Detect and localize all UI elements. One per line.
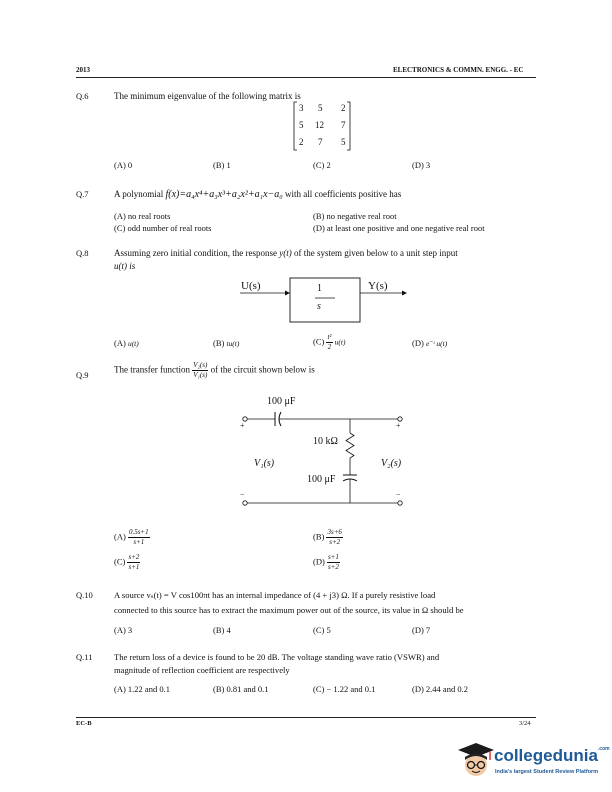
q9-number: Q.9 [76, 370, 89, 380]
q9-option-c[interactable] [114, 554, 140, 571]
q9-option-c-den: s+1 [128, 563, 140, 571]
matrix-cell: 12 [315, 120, 324, 130]
q6-option-b[interactable]: (B) 1 [213, 160, 231, 170]
matrix-cell: 2 [299, 137, 304, 147]
q7-option-c[interactable]: (C) odd number of real roots [114, 223, 212, 233]
q8-yt: y(t) [279, 248, 292, 258]
q9-plus-right: + [396, 421, 401, 430]
q8-option-a[interactable] [114, 338, 139, 348]
q9-option-c-label: (C) [114, 556, 126, 567]
matrix-cell: 3 [299, 103, 304, 113]
q8-input-label: U(s) [241, 280, 261, 292]
graduate-mascot-icon [454, 738, 494, 782]
q7-text-post: with all coefficients positive has [284, 189, 402, 199]
q7-number: Q.7 [76, 189, 89, 199]
q9-option-a-num: 0.5s+1 [128, 528, 149, 536]
q7-option-d[interactable]: (D) at least one positive and one negative real root [313, 223, 485, 233]
q9-option-b[interactable] [313, 529, 343, 546]
q9-option-b-label: (B) [313, 531, 325, 542]
q11-option-a[interactable]: (A) 1.22 and 0.1 [114, 684, 170, 694]
footer-code: EC-B [76, 720, 92, 727]
matrix-cell: 7 [341, 120, 346, 130]
q9-tf-den: V₁(s) [193, 371, 208, 379]
matrix-cell: 5 [299, 120, 304, 130]
q9-text [114, 362, 315, 379]
q8-output-label: Y(s) [368, 280, 388, 292]
q8-option-c[interactable] [313, 334, 345, 351]
q10-option-a[interactable]: (A) 3 [114, 625, 133, 635]
q9-text-post: of the circuit shown below is [210, 364, 315, 375]
q6-option-a[interactable]: (A) 0 [114, 160, 133, 170]
q8-option-a-value: u(t) [127, 339, 139, 348]
q10-text-line1: A source vₛ(t) = V cos100πt has an internal impedance of (4 + j3) Ω. If a purely resistive load [114, 590, 436, 600]
footer-page: 3/24 [519, 720, 531, 727]
q8-block-numerator: 1 [317, 283, 322, 294]
q9-option-d[interactable] [313, 554, 340, 571]
q6-option-d[interactable]: (D) 3 [412, 160, 431, 170]
q9-plus-left: + [240, 421, 245, 430]
q9-cap1-label: 100 μF [267, 396, 296, 407]
q10-number: Q.10 [76, 590, 93, 600]
q10-option-c[interactable]: (C) 5 [313, 625, 331, 635]
matrix-cell: 5 [341, 137, 346, 147]
brand-suffix: .com [597, 746, 610, 752]
brand-name-text: collegedunia [494, 746, 598, 765]
exam-subject: ELECTRONICS & COMMN. ENGG. - EC [393, 66, 524, 74]
q9-cap2-label: 100 μF [307, 474, 336, 485]
q8-option-b-value: tu(t) [226, 339, 240, 348]
q9-minus-right: − [396, 490, 401, 499]
matrix-cell: 2 [341, 103, 346, 113]
q9-option-b-den: s+2 [329, 538, 341, 546]
header-rule [76, 77, 536, 78]
q9-minus-left: − [240, 490, 245, 499]
q9-text-pre: The transfer function [114, 364, 190, 375]
q8-option-c-value: u(t) [334, 337, 346, 347]
matrix-cell: 5 [318, 103, 323, 113]
brand-name [494, 746, 610, 766]
q8-option-c-label: (C) [313, 336, 325, 347]
q8-block-denominator: s [317, 301, 321, 312]
footer-rule [76, 717, 536, 718]
q9-v2-label: V₂(s) [381, 458, 402, 469]
q10-text-line2: connected to this source has to extract the maximum power out of the source, its value in Ω should be [114, 605, 464, 615]
q7-formula: f(x)=a₄x⁴+a₃x³+a₂x²+a₁x−a₀ [165, 189, 283, 200]
q8-option-a-label: (A) [114, 338, 126, 348]
q8-option-b-label: (B) [213, 338, 225, 348]
q8-text-pre: Assuming zero initial condition, the response [114, 248, 277, 258]
q9-option-c-num: s+2 [128, 553, 140, 561]
q6-text: The minimum eigenvalue of the following matrix is [114, 91, 301, 101]
q9-v1-label: V₁(s) [254, 458, 275, 469]
q9-option-d-den: s+2 [327, 563, 339, 571]
q10-option-d[interactable]: (D) 7 [412, 625, 431, 635]
q8-option-d-label: (D) [412, 338, 424, 348]
collegedunia-logo[interactable] [454, 738, 610, 784]
q11-option-b[interactable]: (B) 0.81 and 0.1 [213, 684, 269, 694]
q8-number: Q.8 [76, 248, 89, 258]
q6-number: Q.6 [76, 91, 89, 101]
q11-option-d[interactable]: (D) 2.44 and 0.2 [412, 684, 468, 694]
q8-text [114, 248, 458, 258]
q8-option-d[interactable] [412, 338, 447, 348]
exam-year: 2013 [76, 66, 90, 74]
q9-tf-num: V₂(s) [193, 361, 208, 369]
matrix-cell: 7 [318, 137, 323, 147]
q6-option-c[interactable]: (C) 2 [313, 160, 331, 170]
q8-text-post: of the system given below to a unit step input [293, 248, 458, 258]
q9-option-a-label: (A) [114, 531, 126, 542]
brand-tagline: India's largest Student Review Platform [495, 769, 599, 775]
q9-option-a-den: s+1 [133, 538, 145, 546]
q11-option-c[interactable]: (C) − 1.22 and 0.1 [313, 684, 376, 694]
q7-option-b[interactable]: (B) no negative real root [313, 211, 397, 221]
q7-text [114, 189, 401, 200]
q8-option-c-den: 2 [327, 343, 332, 351]
q9-res-label: 10 kΩ [313, 436, 338, 447]
q8-option-d-value: e⁻ᵗ u(t) [425, 339, 448, 348]
q11-number: Q.11 [76, 652, 93, 662]
q8-text-line2: u(t) is [114, 261, 136, 271]
q6-matrix [293, 101, 351, 151]
q7-text-pre: A polynomial [114, 189, 164, 199]
q9-option-b-num: 3s+6 [327, 528, 342, 536]
q9-option-d-label: (D) [313, 556, 325, 567]
q10-option-b[interactable]: (B) 4 [213, 625, 231, 635]
q9-option-d-num: s+1 [327, 553, 339, 561]
q11-text-line2: magnitude of reflection coefficient are respectively [114, 665, 290, 675]
q8-option-c-num: t² [327, 333, 332, 341]
q8-option-b[interactable] [213, 338, 239, 348]
q11-text-line1: The return loss of a device is found to be 20 dB. The voltage standing wave ratio (VSWR) and [114, 652, 440, 662]
q9-option-a[interactable] [114, 529, 150, 546]
q7-option-a[interactable]: (A) no real roots [114, 211, 171, 221]
